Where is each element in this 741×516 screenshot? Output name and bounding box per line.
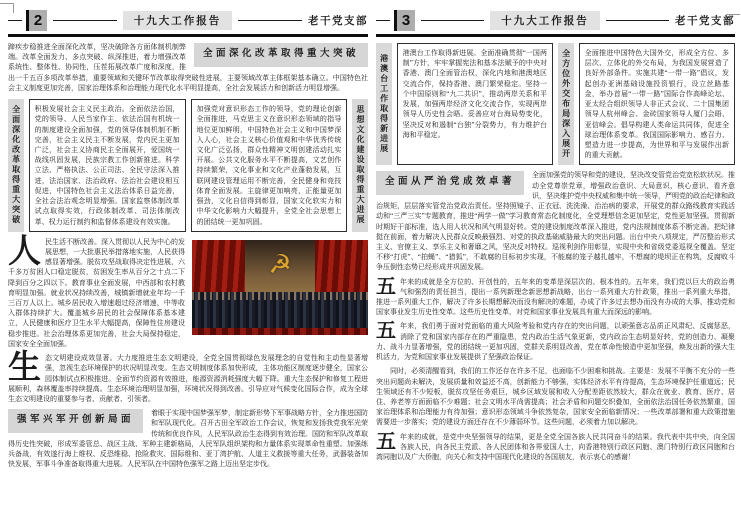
masthead-org: 老干党支部 [675, 15, 735, 27]
header-rule [53, 20, 117, 21]
page-number: 2 [26, 10, 47, 31]
intro-paragraph [8, 42, 368, 93]
people-eco-flow [8, 233, 368, 405]
headline-reform: 全面深化改革取得重大突破 [194, 43, 368, 67]
delegates-rows [192, 292, 368, 328]
congress-photo [192, 240, 368, 335]
masthead-title: 十九大工作报告 [490, 11, 600, 30]
header-rule [8, 20, 22, 21]
party-text: 全面加强党的领导和党的建设，坚决改变管党治党宽松软状况。推动全党尊崇党章，增强政治意识、大局意识、核心意识、看齐意识，坚决维护党中央权威和集中统一领导，严明党的政治纪律和政治规矩，层层落实管党治党政治责任。坚持照镜子、正衣冠、洗洗澡、治治病的要求，开展党的群众路线教育实践活动和“三严三实”专题教育，推进“两学一做”学习教育常态化制度化，全党理想信念更加坚定，党性更加坚强。贯彻新时期好干部标准，选人用人状况和风气明显好转。党的建设制度改革深入推进，党内法规制度体系不断完善。把纪律挺在前面，着力解决人民群众反映最强烈、对党的执政基础威胁最大的突出问题。出台中央八项规定，严厉整治形式主义、官僚主义、享乐主义和奢靡之风，坚决反对特权。巡视利剑作用彰显，实现中央和省级党委巡视全覆盖。坚定不移“打虎”、“拍蝇”、“猎狐”，不敢腐的目标初步实现，不能腐的笼子越扎越牢，不想腐的堤坝正在构筑，反腐败斗争压倒性态势已经形成并巩固发展。 [376, 171, 735, 272]
page-3-content [376, 43, 735, 462]
page-3 [376, 0, 735, 516]
sidebar-culture-label: 思想文化建设取得重大进展 [352, 99, 368, 232]
thanks-paragraph [376, 432, 735, 463]
dropcap-wu-2: 五 [376, 320, 396, 343]
sidebar-hk-label: 港澳台工作取得新进展 [376, 43, 392, 165]
democracy-box [29, 99, 186, 232]
header-rule [238, 20, 302, 21]
header-thick-rule [376, 34, 735, 37]
eco-text: 态文明建设成效显著。大力度推进生态文明建设，全党全国贯彻绿色发展理念的自觉性和主动性显著增强，忽视生态环境保护的状况明显改变。生态文明制度体系加快形成，主体功能区制度逐步健全，国家公园体制试点积极推进。全面节约资源有效推进，能源资源消耗强度大幅下降。重大生态保护和修复工程进展顺利，森林覆盖率持续提高。生态环境治理明显加强，环境状况得到改善。引导应对气候变化国际合作，成为全球生态文明建设的重要参与者、贡献者、引领者。 [8, 354, 368, 403]
header-rule [606, 20, 669, 21]
header-thick-rule [8, 34, 368, 37]
risks-text: 年来，我们勇于面对党面临的重大风险考验和党内存在的突出问题，以顽强意志品质正风肃纪、反腐惩恶，消除了党和国家内部存在的严重隐患，党内政治生活气象更新，党内政治生态明显好转，党的创造力、凝聚力、战斗力显著增强，党的团结统一更加巩固，党群关系明显改善，党在革命性锻造中更加坚强，焕发出新的强大生机活力，为党和国家事业发展提供了坚强政治保证。 [376, 322, 735, 362]
page-number: 3 [394, 10, 415, 31]
party-discipline-section [376, 170, 735, 272]
diplomacy-box [579, 43, 735, 165]
dropcap-wu-1: 五 [376, 275, 396, 298]
hk-box-text: 港澳台工作取得新进展。全面准确贯彻“一国两制”方针，牢牢掌握宪法和基本法赋予的中央对香港、澳门全面管治权，深化内地和港澳地区交流合作，保持香港、澳门繁荣稳定。坚持一个中国原则和“九二共识”，推动两岸关系和平发展，加强两岸经济文化交流合作，实现两岸领导人历史性会晤。妥善应对台海局势变化，坚决反对和遏制“台独”分裂势力，有力维护台海和平稳定。 [402, 49, 547, 139]
thanks-text: 年来的成就，是党中央坚强领导的结果，更是全党全国各族人民共同奋斗的结果。我代表中共中央，向全国各族人民，向各民主党派、各人民团体和各界爱国人士，向香港特别行政区同胞、澳门特别行政区同胞和台湾同胞以及广大侨胞，向关心和支持中国现代化建设的各国朋友，表示衷心的感谢！ [376, 432, 735, 462]
achievements-paragraph [376, 277, 735, 318]
intro-text: 蹄疾步稳推进全面深化改革，坚决破除各方面体制机制弊端。改革全面发力、多点突破、纵深推进，着力增强改革系统性、整体性、协同性，压茬拓展改革广度和深度，推出一千五百多项改革举措，重要领域和关键环节改革取得突破性进展，主要领域改革主体框架基本确立。中国特色社会主义制度更加完善，国家治理体系和治理能力现代化水平明显提高，全社会发展活力和创新活力明显增强。 [8, 43, 368, 92]
rostrum-flowers-strip [192, 328, 368, 335]
problems-paragraph: 同时，必须清醒看到，我们的工作还存在许多不足，也面临不少困难和挑战。主要是：发展不平衡不充分的一些突出问题尚未解决，发展质量和效益还不高，创新能力不够强，实体经济水平有待提高，生态环境保护任重道远；民生领域还有不少短板，脱贫攻坚任务艰巨，城乡区域发展和收入分配差距依然较大，群众在就业、教育、医疗、居住、养老等方面面临不少难题；社会文明水平尚需提高；社会矛盾和问题交织叠加，全面依法治国任务依然繁重，国家治理体系和治理能力有待加强；意识形态领域斗争依然复杂，国家安全面临新情况；一些改革部署和重大政策措施需要进一步落实；党的建设方面还存在不少薄弱环节。这些问题，必须着力加以解决。 [376, 367, 735, 427]
header-rule [376, 20, 390, 21]
feature-box-row [8, 99, 368, 232]
democracy-box-text: 积极发展社会主义民主政治。全面依法治国，党的领导、人民当家作主、依法治国有机统一的制度建设全面加强，党的领导体制机制不断完善，社会主义民主不断发展，党内民主更加广泛，社会主义协商民主全面展开，爱国统一战线巩固发展，民族宗教工作创新推进。科学立法、严格执法、公正司法、全民守法深入推进，法治国家、法治政府、法治社会建设相互促进，中国特色社会主义法治体系日益完善，全社会法治观念明显增强。国家监察体制改革试点取得实效，行政体制改革、司法体制改革、权力运行制约和监督体系建设有效实施。 [34, 105, 180, 226]
hk-macao-taiwan-box [397, 43, 553, 165]
eco-paragraph [8, 350, 368, 404]
masthead-org: 老干党支部 [308, 15, 368, 27]
military-text: 着眼于实现中国梦强军梦，制定新形势下军事战略方针，全力推进国防和军队现代化。召开古田全军政治工作会议，恢复和发扬我党我军光荣传统和优良作风，人民军队政治生态得到有效治理。国防和军队改革取得历史性突破，形成军委管总、战区主战、军种主建新格局，人民军队组织架构和力量体系实现革命性重塑。加强练兵备战，有效遂行海上维权、反恐维稳、抢险救灾、国际维和、亚丁湾护航、人道主义救援等重大任务，武器装备加快发展，军事斗争准备取得重大进展。人民军队在中国特色强军之路上迈出坚定步伐。 [8, 409, 368, 469]
hammer-sickle-emblem: ☭ [268, 250, 292, 280]
header-rule [421, 20, 484, 21]
page-2-content [8, 42, 368, 470]
sidebar-reform-label: 全面深化改革取得重大突破 [8, 99, 24, 232]
military-section [8, 408, 368, 469]
page-3-header [376, 9, 735, 31]
people-text: 民生活不断改善。深入贯彻以人民为中心的发展思想，一大批惠民举措落地实施，人民获得感显著增强。脱贫攻坚战取得决定性进展，六千多万贫困人口稳定脱贫，贫困发生率从百分之十点二下降到百分之四以下。教育事业全面发展，中西部和农村教育明显加强。就业状况持续改善，城镇新增就业年均一千三百万人以上。城乡居民收入增速超过经济增速，中等收入群体持续扩大。覆盖城乡居民的社会保障体系基本建立，人民健康和医疗卫生水平大幅提高，保障性住房建设稳步推进。社会治理体系更加完善，社会大局保持稳定，国家安全全面加强。 [8, 237, 185, 348]
sidebar-diplomacy-label: 全方位外交布局深入展开 [558, 43, 574, 165]
page-2 [8, 0, 368, 516]
diplomacy-box-text: 全面推进中国特色大国外交，形成全方位、多层次、立体化的外交布局，为我国发展营造了良好外部条件。实施共建“一带一路”倡议，发起创办亚洲基础设施投资银行，设立丝路基金，举办首届“一带一路”国际合作高峰论坛、亚太经合组织领导人非正式会议、二十国集团领导人杭州峰会、金砖国家领导人厦门会晤、亚信峰会。倡导构建人类命运共同体，促进全球治理体系变革。我国国际影响力、感召力、塑造力进一步提高，为世界和平与发展作出新的重大贡献。 [584, 49, 729, 160]
culture-box-text: 加强党对意识形态工作的领导，党的理论创新全面推进，马克思主义在意识形态领域的指导地位更加鲜明，中国特色社会主义和中国梦深入人心，社会主义核心价值观和中华优秀传统文化广泛弘扬，群众性精神文明创建活动扎实开展。公共文化服务水平不断提高，文艺创作持续繁荣，文化事业和文化产业蓬勃发展，互联网建设管理运用不断完善，全民健身和竞技体育全面发展。主旋律更加响亮，正能量更加强劲，文化自信得到彰显，国家文化软实力和中华文化影响力大幅提升，全党全社会思想上的团结统一更加巩固。 [196, 105, 342, 226]
achievements-text: 年来的成就是全方位的、开创性的，五年来的变革是深层次的、根本性的。五年来，我们党以巨大的政治勇气和强烈的责任担当，提出一系列新理念新思想新战略，出台一系列重大方针政策，推出一系列重大举措，推进一系列重大工作，解决了许多长期想解决而没有解决的难题，办成了许多过去想办而没有办成的大事，推动党和国家事业发生历史性变革。这些历史性变革，对党和国家事业发展具有重大而深远的影响。 [376, 277, 735, 317]
headline-military: 强军兴军开创新局面 [8, 409, 143, 433]
headline-party: 全面从严治党成效卓著 [376, 171, 524, 195]
dropcap-ren: 人 [8, 233, 41, 270]
dropcap-sheng: 生 [8, 350, 41, 387]
risks-paragraph [376, 321, 735, 362]
dropcap-wu-3: 五 [376, 430, 396, 453]
feature-box-row [376, 43, 735, 165]
culture-box [191, 99, 348, 232]
page-2-header [8, 9, 368, 31]
masthead-title: 十九大工作报告 [123, 11, 233, 30]
